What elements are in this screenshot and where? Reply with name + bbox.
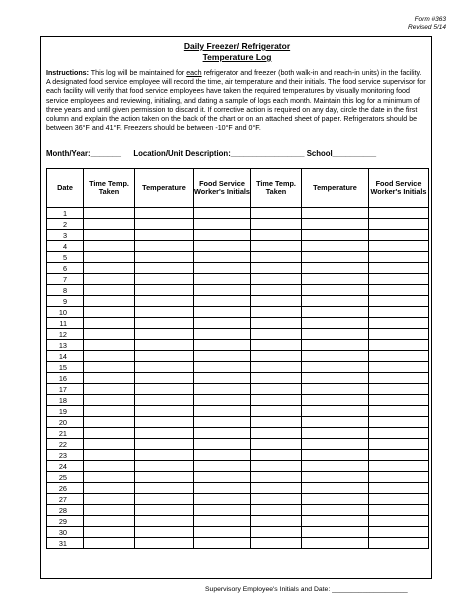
entry-cell[interactable] — [302, 384, 369, 395]
entry-cell[interactable] — [251, 373, 302, 384]
entry-cell[interactable] — [251, 241, 302, 252]
entry-cell[interactable] — [84, 384, 135, 395]
date-cell: 8 — [47, 285, 84, 296]
entry-cell[interactable] — [302, 527, 369, 538]
entry-cell[interactable] — [251, 285, 302, 296]
entry-cell[interactable] — [369, 340, 429, 351]
table-row — [47, 494, 429, 505]
entry-cell[interactable] — [135, 252, 194, 263]
entry-cell[interactable] — [135, 395, 194, 406]
entry-cell[interactable] — [84, 373, 135, 384]
entry-cell[interactable] — [135, 241, 194, 252]
entry-cell[interactable] — [194, 472, 251, 483]
entry-cell[interactable] — [84, 252, 135, 263]
entry-cell[interactable] — [84, 340, 135, 351]
entry-cell[interactable] — [194, 406, 251, 417]
entry-cell[interactable] — [84, 208, 135, 219]
entry-cell[interactable] — [251, 461, 302, 472]
entry-cell[interactable] — [369, 252, 429, 263]
entry-cell[interactable] — [369, 241, 429, 252]
entry-cell[interactable] — [369, 362, 429, 373]
entry-cell[interactable] — [135, 274, 194, 285]
entry-cell[interactable] — [302, 505, 369, 516]
entry-cell[interactable] — [135, 362, 194, 373]
date-cell: 21 — [47, 428, 84, 439]
entry-cell[interactable] — [194, 241, 251, 252]
entry-cell[interactable] — [84, 274, 135, 285]
entry-cell[interactable] — [251, 208, 302, 219]
entry-cell[interactable] — [135, 351, 194, 362]
date-cell: 18 — [47, 395, 84, 406]
entry-cell[interactable] — [302, 263, 369, 274]
column-header: Time Temp. Taken — [84, 169, 135, 208]
entry-cell[interactable] — [302, 274, 369, 285]
entry-cell[interactable] — [302, 318, 369, 329]
entry-cell[interactable] — [369, 208, 429, 219]
entry-cell[interactable] — [302, 208, 369, 219]
revision-date: Revised 5/14 — [408, 24, 446, 31]
table-body — [47, 208, 429, 549]
entry-cell[interactable] — [251, 538, 302, 549]
entry-cell[interactable] — [194, 285, 251, 296]
table-row — [47, 406, 429, 417]
entry-cell[interactable] — [302, 417, 369, 428]
date-cell: 17 — [47, 384, 84, 395]
date-cell: 6 — [47, 263, 84, 274]
table-row — [47, 439, 429, 450]
entry-cell[interactable] — [84, 285, 135, 296]
table-row — [47, 461, 429, 472]
entry-cell[interactable] — [369, 285, 429, 296]
date-cell: 29 — [47, 516, 84, 527]
table-row — [47, 285, 429, 296]
entry-cell[interactable] — [369, 274, 429, 285]
entry-cell[interactable] — [251, 274, 302, 285]
column-header: Food Service Worker's Initials — [369, 169, 429, 208]
date-cell: 9 — [47, 296, 84, 307]
table-row — [47, 516, 429, 527]
entry-cell[interactable] — [251, 450, 302, 461]
entry-cell[interactable] — [369, 230, 429, 241]
entry-cell[interactable] — [369, 505, 429, 516]
entry-cell[interactable] — [251, 395, 302, 406]
entry-cell[interactable] — [84, 494, 135, 505]
entry-cell[interactable] — [369, 538, 429, 549]
entry-cell[interactable] — [302, 406, 369, 417]
table-row — [47, 362, 429, 373]
entry-cell[interactable] — [84, 461, 135, 472]
entry-cell[interactable] — [135, 329, 194, 340]
entry-cell[interactable] — [135, 296, 194, 307]
entry-cell[interactable] — [135, 483, 194, 494]
entry-cell[interactable] — [194, 296, 251, 307]
entry-cell[interactable] — [194, 417, 251, 428]
school-field[interactable]: School__________ — [306, 149, 377, 158]
table-row — [47, 450, 429, 461]
entry-cell[interactable] — [135, 285, 194, 296]
temperature-log-table — [46, 168, 429, 549]
entry-cell[interactable] — [302, 329, 369, 340]
table-row — [47, 219, 429, 230]
column-header: Temperature — [135, 169, 194, 208]
entry-cell[interactable] — [251, 329, 302, 340]
entry-cell[interactable] — [369, 428, 429, 439]
table-row — [47, 296, 429, 307]
column-header: Food Service Worker's Initials — [194, 169, 251, 208]
entry-cell[interactable] — [194, 329, 251, 340]
location-field[interactable]: Location/Unit Description:_________________ — [133, 149, 305, 158]
entry-cell[interactable] — [302, 494, 369, 505]
entry-cell[interactable] — [302, 230, 369, 241]
entry-cell[interactable] — [135, 208, 194, 219]
entry-cell[interactable] — [135, 428, 194, 439]
entry-cell[interactable] — [369, 219, 429, 230]
entry-cell[interactable] — [302, 241, 369, 252]
instructions-paragraph — [46, 69, 426, 133]
entry-cell[interactable] — [84, 263, 135, 274]
entry-cell[interactable] — [194, 450, 251, 461]
entry-cell[interactable] — [135, 373, 194, 384]
date-cell: 5 — [47, 252, 84, 263]
entry-cell[interactable] — [302, 340, 369, 351]
entry-cell[interactable] — [84, 351, 135, 362]
entry-cell[interactable] — [135, 494, 194, 505]
entry-cell[interactable] — [194, 384, 251, 395]
entry-cell[interactable] — [302, 472, 369, 483]
date-cell: 4 — [47, 241, 84, 252]
entry-cell[interactable] — [302, 373, 369, 384]
entry-cell[interactable] — [369, 406, 429, 417]
entry-cell[interactable] — [194, 274, 251, 285]
entry-cell[interactable] — [135, 439, 194, 450]
entry-cell[interactable] — [84, 439, 135, 450]
entry-cell[interactable] — [84, 450, 135, 461]
entry-cell[interactable] — [135, 340, 194, 351]
date-cell: 10 — [47, 307, 84, 318]
date-cell: 26 — [47, 483, 84, 494]
entry-cell[interactable] — [84, 219, 135, 230]
entry-cell[interactable] — [194, 208, 251, 219]
page-title: Daily Freezer/ Refrigerator — [183, 41, 291, 51]
entry-cell[interactable] — [369, 318, 429, 329]
entry-cell[interactable] — [84, 362, 135, 373]
entry-cell[interactable] — [369, 527, 429, 538]
entry-cell[interactable] — [194, 373, 251, 384]
date-cell: 3 — [47, 230, 84, 241]
entry-cell[interactable] — [194, 252, 251, 263]
table-row — [47, 208, 429, 219]
table-row — [47, 527, 429, 538]
entry-cell[interactable] — [251, 439, 302, 450]
entry-cell[interactable] — [251, 428, 302, 439]
entry-cell[interactable] — [84, 472, 135, 483]
entry-cell[interactable] — [302, 461, 369, 472]
date-cell: 30 — [47, 527, 84, 538]
entry-cell[interactable] — [251, 516, 302, 527]
entry-cell[interactable] — [369, 263, 429, 274]
entry-cell[interactable] — [251, 307, 302, 318]
entry-cell[interactable] — [369, 483, 429, 494]
entry-cell[interactable] — [369, 494, 429, 505]
table-row — [47, 395, 429, 406]
entry-cell[interactable] — [135, 461, 194, 472]
table-row — [47, 307, 429, 318]
entry-cell[interactable] — [302, 285, 369, 296]
date-cell: 23 — [47, 450, 84, 461]
entry-cell[interactable] — [135, 538, 194, 549]
entry-cell[interactable] — [251, 483, 302, 494]
date-cell: 27 — [47, 494, 84, 505]
page-subtitle: Temperature Log — [202, 52, 272, 62]
entry-cell[interactable] — [302, 538, 369, 549]
entry-cell[interactable] — [369, 296, 429, 307]
entry-cell[interactable] — [251, 296, 302, 307]
table-row — [47, 428, 429, 439]
entry-cell[interactable] — [135, 318, 194, 329]
table-row — [47, 417, 429, 428]
table-row — [47, 538, 429, 549]
entry-cell[interactable] — [194, 307, 251, 318]
entry-cell[interactable] — [302, 296, 369, 307]
entry-cell[interactable] — [302, 439, 369, 450]
entry-cell[interactable] — [369, 472, 429, 483]
entry-cell[interactable] — [194, 362, 251, 373]
entry-cell[interactable] — [302, 307, 369, 318]
date-cell: 13 — [47, 340, 84, 351]
table-header-row — [47, 169, 429, 208]
entry-cell[interactable] — [194, 527, 251, 538]
entry-cell[interactable] — [251, 406, 302, 417]
entry-cell[interactable] — [369, 373, 429, 384]
date-cell: 11 — [47, 318, 84, 329]
date-cell: 19 — [47, 406, 84, 417]
instructions-text-b: refrigerator and freezer (both walk-in and reach-in units) in the facility. A designated food service employee will record the time, air temperature and their initials. The food service supervisor for each facility will verify that food service employees have taken the required temperatures by visually monitoring food service employees and reviewing, initialing, and dating a sample of logs each month. Maintain this log for a minimum of three years and until given permission to discard it. If corrective action is required on any day, circle the date in the first column and explain the action taken on the back of the chart or on an attached sheet of paper. Refrigerators should be between 36°F and 41°F. Freezers should be between -10°F and 0°F. — [46, 69, 426, 133]
entry-cell[interactable] — [135, 219, 194, 230]
entry-cell[interactable] — [135, 417, 194, 428]
entry-cell[interactable] — [84, 527, 135, 538]
date-cell: 14 — [47, 351, 84, 362]
entry-cell[interactable] — [135, 230, 194, 241]
table-row — [47, 472, 429, 483]
entry-cell[interactable] — [84, 307, 135, 318]
table-row — [47, 505, 429, 516]
date-cell: 22 — [47, 439, 84, 450]
instructions-emphasis: each — [186, 69, 202, 77]
entry-cell[interactable] — [194, 483, 251, 494]
instructions-label: Instructions: — [46, 69, 89, 77]
entry-cell[interactable] — [194, 461, 251, 472]
column-header: Temperature — [302, 169, 369, 208]
entry-cell[interactable] — [135, 384, 194, 395]
entry-cell[interactable] — [302, 516, 369, 527]
entry-cell[interactable] — [135, 472, 194, 483]
entry-cell[interactable] — [369, 516, 429, 527]
entry-cell[interactable] — [194, 230, 251, 241]
entry-cell[interactable] — [84, 417, 135, 428]
date-cell: 7 — [47, 274, 84, 285]
entry-cell[interactable] — [194, 318, 251, 329]
form-identifier — [408, 16, 446, 32]
table-row — [47, 252, 429, 263]
entry-cell[interactable] — [369, 461, 429, 472]
entry-cell[interactable] — [302, 483, 369, 494]
entry-cell[interactable] — [84, 395, 135, 406]
table-row — [47, 230, 429, 241]
entry-cell[interactable] — [135, 527, 194, 538]
entry-cell[interactable] — [251, 252, 302, 263]
entry-cell[interactable] — [251, 527, 302, 538]
entry-cell[interactable] — [84, 230, 135, 241]
entry-cell[interactable] — [302, 395, 369, 406]
entry-cell[interactable] — [194, 516, 251, 527]
date-cell: 25 — [47, 472, 84, 483]
entry-cell[interactable] — [302, 362, 369, 373]
date-cell: 2 — [47, 219, 84, 230]
entry-cell[interactable] — [84, 318, 135, 329]
entry-cell[interactable] — [251, 384, 302, 395]
entry-cell[interactable] — [135, 263, 194, 274]
entry-cell[interactable] — [369, 450, 429, 461]
entry-cell[interactable] — [194, 263, 251, 274]
entry-cell[interactable] — [302, 428, 369, 439]
entry-cell[interactable] — [84, 483, 135, 494]
date-cell: 28 — [47, 505, 84, 516]
log-meta-row — [46, 149, 428, 158]
entry-cell[interactable] — [84, 329, 135, 340]
date-cell: 31 — [47, 538, 84, 549]
entry-cell[interactable] — [369, 329, 429, 340]
entry-cell[interactable] — [194, 340, 251, 351]
entry-cell[interactable] — [194, 505, 251, 516]
entry-cell[interactable] — [84, 538, 135, 549]
entry-cell[interactable] — [194, 428, 251, 439]
entry-cell[interactable] — [135, 505, 194, 516]
supervisor-signature-line[interactable]: Supervisory Employee's Initials and Date: ____________________ — [205, 586, 408, 593]
table-row — [47, 241, 429, 252]
entry-cell[interactable] — [194, 439, 251, 450]
entry-cell[interactable] — [251, 472, 302, 483]
month-year-field[interactable]: Month/Year:_______ — [46, 149, 121, 158]
date-cell: 24 — [47, 461, 84, 472]
entry-cell[interactable] — [251, 351, 302, 362]
entry-cell[interactable] — [369, 351, 429, 362]
entry-cell[interactable] — [251, 362, 302, 373]
entry-cell[interactable] — [135, 406, 194, 417]
entry-cell[interactable] — [84, 296, 135, 307]
entry-cell[interactable] — [302, 351, 369, 362]
date-cell: 20 — [47, 417, 84, 428]
entry-cell[interactable] — [251, 263, 302, 274]
entry-cell[interactable] — [84, 428, 135, 439]
entry-cell[interactable] — [369, 439, 429, 450]
table-row — [47, 373, 429, 384]
entry-cell[interactable] — [302, 219, 369, 230]
entry-cell[interactable] — [194, 219, 251, 230]
table-row — [47, 483, 429, 494]
table-row — [47, 351, 429, 362]
entry-cell[interactable] — [135, 516, 194, 527]
entry-cell[interactable] — [251, 505, 302, 516]
date-cell: 15 — [47, 362, 84, 373]
entry-cell[interactable] — [369, 307, 429, 318]
table-row — [47, 263, 429, 274]
entry-cell[interactable] — [369, 417, 429, 428]
entry-cell[interactable] — [251, 318, 302, 329]
date-cell: 1 — [47, 208, 84, 219]
date-cell: 12 — [47, 329, 84, 340]
entry-cell[interactable] — [369, 395, 429, 406]
entry-cell[interactable] — [369, 384, 429, 395]
entry-cell[interactable] — [194, 538, 251, 549]
entry-cell[interactable] — [194, 494, 251, 505]
form-number: Form #363 — [414, 16, 446, 23]
date-cell: 16 — [47, 373, 84, 384]
table-row — [47, 384, 429, 395]
table-row — [47, 340, 429, 351]
entry-cell[interactable] — [84, 505, 135, 516]
instructions-text-a: This log will be maintained for — [88, 69, 187, 77]
table-row — [47, 329, 429, 340]
table-row — [47, 274, 429, 285]
entry-cell[interactable] — [84, 406, 135, 417]
entry-cell[interactable] — [251, 494, 302, 505]
column-header: Time Temp. Taken — [251, 169, 302, 208]
entry-cell[interactable] — [135, 450, 194, 461]
entry-cell[interactable] — [251, 230, 302, 241]
entry-cell[interactable] — [251, 340, 302, 351]
entry-cell[interactable] — [251, 219, 302, 230]
table-row — [47, 318, 429, 329]
entry-cell[interactable] — [84, 241, 135, 252]
entry-cell[interactable] — [251, 417, 302, 428]
entry-cell[interactable] — [84, 516, 135, 527]
entry-cell[interactable] — [302, 252, 369, 263]
entry-cell[interactable] — [135, 307, 194, 318]
entry-cell[interactable] — [194, 395, 251, 406]
entry-cell[interactable] — [302, 450, 369, 461]
entry-cell[interactable] — [194, 351, 251, 362]
column-header: Date — [47, 169, 84, 208]
